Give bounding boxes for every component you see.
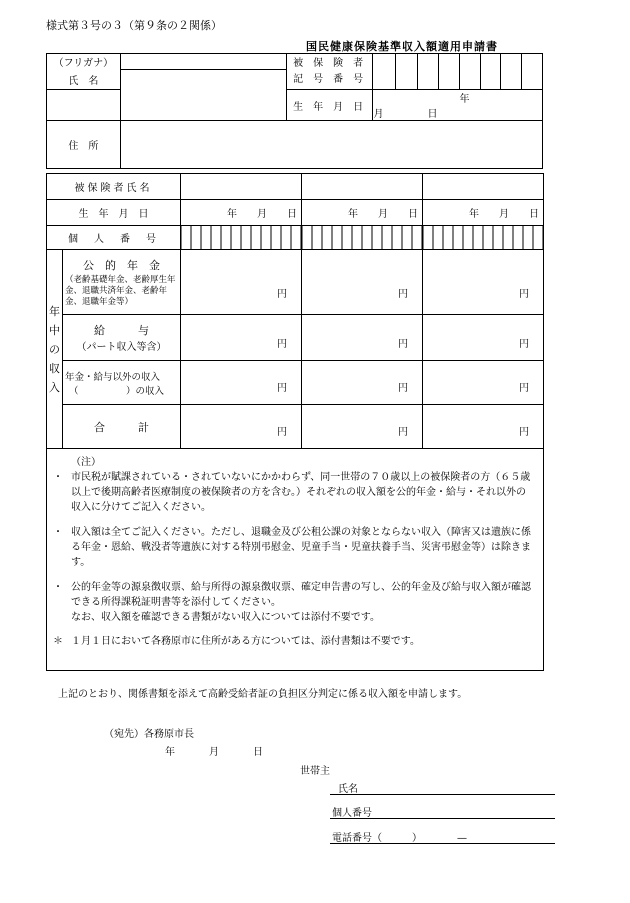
total-amount-2[interactable]: 円 [302, 405, 423, 449]
applicant-table [46, 53, 543, 169]
householder-label: 世帯主 [300, 766, 330, 777]
householder-phone-field[interactable]: 電話番号（ ） — [330, 829, 555, 844]
income-dob-label: 生 年 月 日 [47, 200, 181, 226]
salary-amount-3[interactable]: 円 [423, 315, 544, 361]
income-dob-field-1[interactable]: 年 月 日 [181, 200, 302, 226]
income-table [46, 173, 544, 671]
insured-number-box[interactable] [501, 54, 522, 90]
note-item-2: ・ 収入額は全てご記入ください。ただし、退職金及び公租公課の対象とならない収入（障害又は遺族に係る年金・恩給、戦没者等遺族に対する特別弔慰金、児童手当・児童扶養手当、災害弔慰金等）は除きます。 [53, 527, 531, 568]
form-number: 様式第３号の３（第９条の２関係） [46, 19, 222, 32]
insured-name-label: 被保険者氏名 [47, 174, 181, 200]
householder-personal-number-field[interactable]: 個人番号 [330, 804, 555, 819]
other-income-amount-3[interactable]: 円 [423, 361, 544, 405]
furigana-field[interactable] [120, 54, 286, 70]
insured-number-box[interactable] [480, 54, 501, 90]
form-title: 国民健康保険基準収入額適用申請書 [306, 40, 498, 53]
address-field[interactable] [120, 121, 542, 169]
personal-number-boxes-3[interactable] [423, 226, 544, 250]
dob-label: 生 年 月 日 [287, 90, 373, 121]
income-dob-field-3[interactable]: 年 月 日 [423, 200, 544, 226]
personal-number-boxes-1[interactable] [181, 226, 302, 250]
annual-income-side-label: 年 中 の 収 入 [47, 250, 63, 449]
salary-amount-2[interactable]: 円 [302, 315, 423, 361]
insured-number-label-line1: 被 保 険 者 [293, 57, 364, 69]
insured-number-box[interactable] [459, 54, 480, 90]
other-income-amount-2[interactable]: 円 [302, 361, 423, 405]
name-label: 氏 名 [47, 70, 121, 90]
address-label: 住 所 [47, 121, 121, 169]
addressee: （宛先）各務原市長 [104, 729, 194, 740]
other-income-label: 年金・給与以外の収入 （ ）の収入 [63, 361, 181, 405]
insured-name-field-1[interactable] [181, 174, 302, 200]
pension-amount-3[interactable]: 円 [423, 250, 544, 315]
insured-number-box[interactable] [373, 54, 396, 90]
name-field[interactable] [120, 70, 286, 121]
declaration-text: 上記のとおり、関係書類を添えて高齢受給者証の負担区分判定に係る収入額を申請します。 [58, 689, 468, 700]
income-dob-field-2[interactable]: 年 月 日 [302, 200, 423, 226]
insured-name-field-3[interactable] [423, 174, 544, 200]
insured-number-label [287, 54, 373, 90]
insured-number-box[interactable] [396, 54, 418, 90]
pension-amount-2[interactable]: 円 [302, 250, 423, 315]
other-income-amount-1[interactable]: 円 [181, 361, 302, 405]
notes-heading: （注） [71, 457, 101, 468]
note-item-3: ・ 公的年金等の源泉徴収票、給与所得の源泉徴収票、確定申告書の写し、公的年金及び給与収入額が確認できる所得課税証明書等を添付してください。 なお、収入額を確認できる書類がない収入については添付不要です。 [53, 582, 531, 623]
dob-field[interactable]: 年月 日 [373, 90, 543, 121]
householder-name-field[interactable]: 氏名 [330, 780, 555, 795]
insured-number-label-line2: 記 号 番 号 [293, 73, 364, 85]
pension-amount-1[interactable]: 円 [181, 250, 302, 315]
note-item-1: ・ 市民税が賦課されている・されていないにかかわらず、同一世帯の７０歳以上の被保険者の方（６５歳以上で後期高齢者医療制度の被保険者の方を含む。）それぞれの収入額を公的年金・給与・それ以外の収入に分けてご記入ください。 [53, 472, 531, 513]
application-date[interactable]: 年 月 日 [165, 747, 263, 758]
personal-number-boxes-2[interactable] [302, 226, 423, 250]
total-amount-3[interactable]: 円 [423, 405, 544, 449]
insured-number-box[interactable] [522, 54, 543, 90]
notes-box [47, 449, 544, 671]
total-label: 合 計 [63, 405, 181, 449]
insured-number-box[interactable] [418, 54, 439, 90]
pension-label: 公 的 年 金 （老齢基礎年金、老齢厚生年金、退職共済年金、老齢年金、退職年金等） [63, 250, 181, 315]
note-item-4: ＊ １月１日において各務原市に住所がある方については、添付書類は不要です。 [53, 636, 420, 647]
furigana-label: （フリガナ） [47, 54, 121, 70]
salary-amount-1[interactable]: 円 [181, 315, 302, 361]
salary-label: 給 与 （パート収入等含） [63, 315, 181, 361]
insured-number-box[interactable] [438, 54, 459, 90]
total-amount-1[interactable]: 円 [181, 405, 302, 449]
insured-name-field-2[interactable] [302, 174, 423, 200]
personal-number-label: 個 人 番 号 [47, 226, 181, 250]
